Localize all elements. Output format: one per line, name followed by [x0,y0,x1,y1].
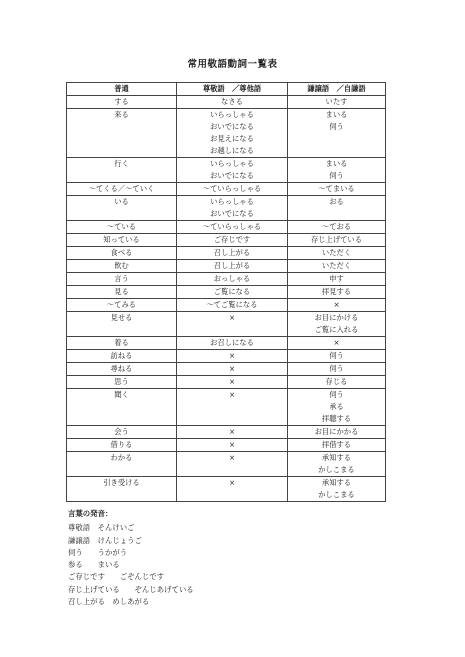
respectful-cell [177,312,288,337]
cell-line: 知っている [103,235,140,244]
cell-line: ご存じです [213,235,251,244]
cell-line: 承知する [321,453,352,462]
respectful-cell [177,337,288,350]
cell-line: 訪ねる [110,351,133,360]
humble-cell [288,260,386,273]
table-row [67,96,386,109]
cell-line: いらっしゃる [210,197,254,206]
cell-line: × [333,338,340,347]
cell-line: いらっしゃる [210,110,254,119]
table-row [67,299,386,312]
table-row [67,260,386,273]
plain-cell [67,234,177,247]
plain-cell [67,158,177,183]
humble-cell [288,96,386,109]
cell-line: いただく [321,261,352,270]
respectful-cell [177,221,288,234]
table-row [67,477,386,502]
respectful-cell [177,439,288,452]
respectful-cell [177,389,288,426]
plain-cell [67,273,177,286]
table-header [67,83,386,96]
cell-line: ご覧になる [213,287,251,296]
header-humble: 謙譲語 ／自謙語 [288,83,386,96]
plain-cell [67,439,177,452]
header-respectful: 尊敬語 ／尊他語 [177,83,288,96]
cell-line: ～てみる [106,300,137,309]
note-line: 伺う うかがう [68,547,128,557]
respectful-cell [177,452,288,477]
cell-line: おる [329,197,344,206]
cell-line: いらっしゃる [210,159,254,168]
respectful-cell [177,96,288,109]
humble-cell [288,286,386,299]
cell-line: お目にかかる [314,427,359,436]
cell-line: ～てご覧になる [206,300,258,309]
plain-cell [67,196,177,221]
cell-line: 召し上がる [213,261,251,270]
note-line: ご存じです ごぞんじです [68,572,165,582]
cell-line: 伺う [329,390,344,399]
respectful-cell [177,363,288,376]
cell-line: いただく [321,248,352,257]
cell-line: 食べる [110,248,133,257]
table-row [67,312,386,337]
cell-line: 借りる [110,440,133,449]
page-title: 常用敬語動詞一覧表 [187,59,278,70]
cell-line: なさる [221,97,243,106]
respectful-cell [177,260,288,273]
table-row [67,452,386,477]
plain-cell [67,337,177,350]
cell-line: 存じる [325,377,348,386]
humble-cell [288,452,386,477]
table-row [67,376,386,389]
table-row [67,183,386,196]
table-row [67,350,386,363]
table-row [67,337,386,350]
humble-cell [288,477,386,502]
humble-cell [288,221,386,234]
notes-heading: 言葉の発音： [68,509,113,518]
cell-line: おいでになる [210,171,254,180]
table-row [67,221,386,234]
cell-line: お召しになる [210,338,254,347]
cell-line: おっしゃる [213,274,251,283]
plain-cell [67,299,177,312]
cell-line: いたす [325,97,348,106]
humble-cell [288,183,386,196]
plain-cell [67,260,177,273]
plain-cell [67,363,177,376]
humble-cell [288,337,386,350]
cell-line: 飲む [114,261,129,270]
cell-line: お越しになる [210,146,254,155]
cell-line: 申す [329,274,344,283]
note-line: 参る まいる [68,560,120,570]
cell-line: 伺う [329,364,344,373]
cell-line: 伺う [329,122,344,131]
cell-line: 聞く [114,390,129,399]
cell-line: 存じ上げている [310,235,363,244]
cell-line: 見せる [110,313,133,322]
cell-line: わかる [110,453,133,462]
humble-cell [288,158,386,183]
cell-line: おいでになる [210,122,254,131]
table-row [67,273,386,286]
respectful-cell [177,183,288,196]
header-row [67,83,386,96]
plain-cell [67,286,177,299]
cell-line: いる [114,197,129,206]
plain-cell [67,477,177,502]
respectful-cell [177,477,288,502]
cell-line: まいる [325,110,348,119]
cell-line: × [228,377,236,386]
humble-cell [288,426,386,439]
cell-line: ～てまいる [318,184,355,193]
cell-line: 行く [114,159,129,168]
cell-line: 着る [114,338,129,347]
respectful-cell [177,286,288,299]
plain-cell [67,376,177,389]
humble-cell [288,363,386,376]
table-row [67,286,386,299]
cell-line: まいる [325,159,348,168]
cell-line: × [228,478,236,487]
humble-cell [288,389,386,426]
cell-line: 言う [114,274,129,283]
table-row [67,247,386,260]
respectful-cell [177,376,288,389]
plain-cell [67,350,177,363]
cell-line: ～ていらっしゃる [202,222,262,231]
cell-line: お目にかける [314,313,359,322]
cell-line: ～ている [106,222,137,231]
humble-cell [288,350,386,363]
cell-line: × [228,313,236,322]
cell-line: ～ていらっしゃる [202,184,262,193]
plain-cell [67,109,177,158]
pronunciation-notes [68,508,428,608]
cell-line: ～てくる／～ていく [88,184,155,193]
humble-cell [288,234,386,247]
cell-line: 拝聴する [321,414,352,423]
cell-line: 来る [114,110,129,119]
respectful-cell [177,158,288,183]
cell-line: 拝見する [321,287,352,296]
humble-cell [288,273,386,286]
humble-cell [288,109,386,158]
note-line: 召し上がる めしあがる [68,597,150,607]
cell-line: 伺う [329,171,344,180]
respectful-cell [177,109,288,158]
respectful-cell [177,247,288,260]
humble-cell [288,376,386,389]
cell-line: 承知する [321,478,352,487]
cell-line: 承る [329,402,344,411]
cell-line: 伺う [329,351,344,360]
humble-cell [288,299,386,312]
cell-line: ご覧に入れる [314,325,359,334]
plain-cell [67,96,177,109]
cell-line: お見えになる [210,134,254,143]
plain-cell [67,312,177,337]
respectful-cell [177,299,288,312]
respectful-cell [177,426,288,439]
table-row [67,363,386,376]
honorific-verb-table [66,82,386,502]
table-row [67,426,386,439]
plain-cell [67,389,177,426]
humble-cell [288,312,386,337]
cell-line: 引き受ける [103,478,140,487]
plain-cell [67,221,177,234]
cell-line: × [228,351,236,360]
cell-line: 見る [114,287,129,296]
humble-cell [288,247,386,260]
table-row [67,109,386,158]
cell-line: かしこまる [318,490,355,499]
cell-line: × [228,364,236,373]
respectful-cell [177,196,288,221]
table-row [67,196,386,221]
cell-line: 思う [114,377,129,386]
notes-list [68,522,428,608]
plain-cell [67,247,177,260]
cell-line: × [333,300,340,309]
cell-line: 会う [114,427,129,436]
note-line: 謙譲語 けんじょうご [68,535,142,545]
cell-line: × [228,390,236,399]
respectful-cell [177,350,288,363]
table-row [67,389,386,426]
cell-line: する [114,97,129,106]
plain-cell [67,452,177,477]
cell-line: かしこまる [318,465,355,474]
humble-cell [288,439,386,452]
cell-line: × [228,440,236,449]
plain-cell [67,183,177,196]
table-row [67,158,386,183]
header-plain: 普通 [67,83,177,96]
plain-cell [67,426,177,439]
cell-line: 尋ねる [110,364,133,373]
humble-cell [288,196,386,221]
cell-line: 拝借する [321,440,352,449]
table-body [67,96,386,502]
cell-line: ～ておる [321,222,352,231]
respectful-cell [177,234,288,247]
cell-line: × [228,427,236,436]
cell-line: おいでになる [210,209,254,218]
table-row [67,234,386,247]
note-line: 存じ上げている ぞんじあげている [68,584,194,594]
cell-line: 召し上がる [213,248,251,257]
table-row [67,439,386,452]
cell-line: × [228,453,236,462]
respectful-cell [177,273,288,286]
note-line: 尊敬語 そんけいご [68,523,135,533]
